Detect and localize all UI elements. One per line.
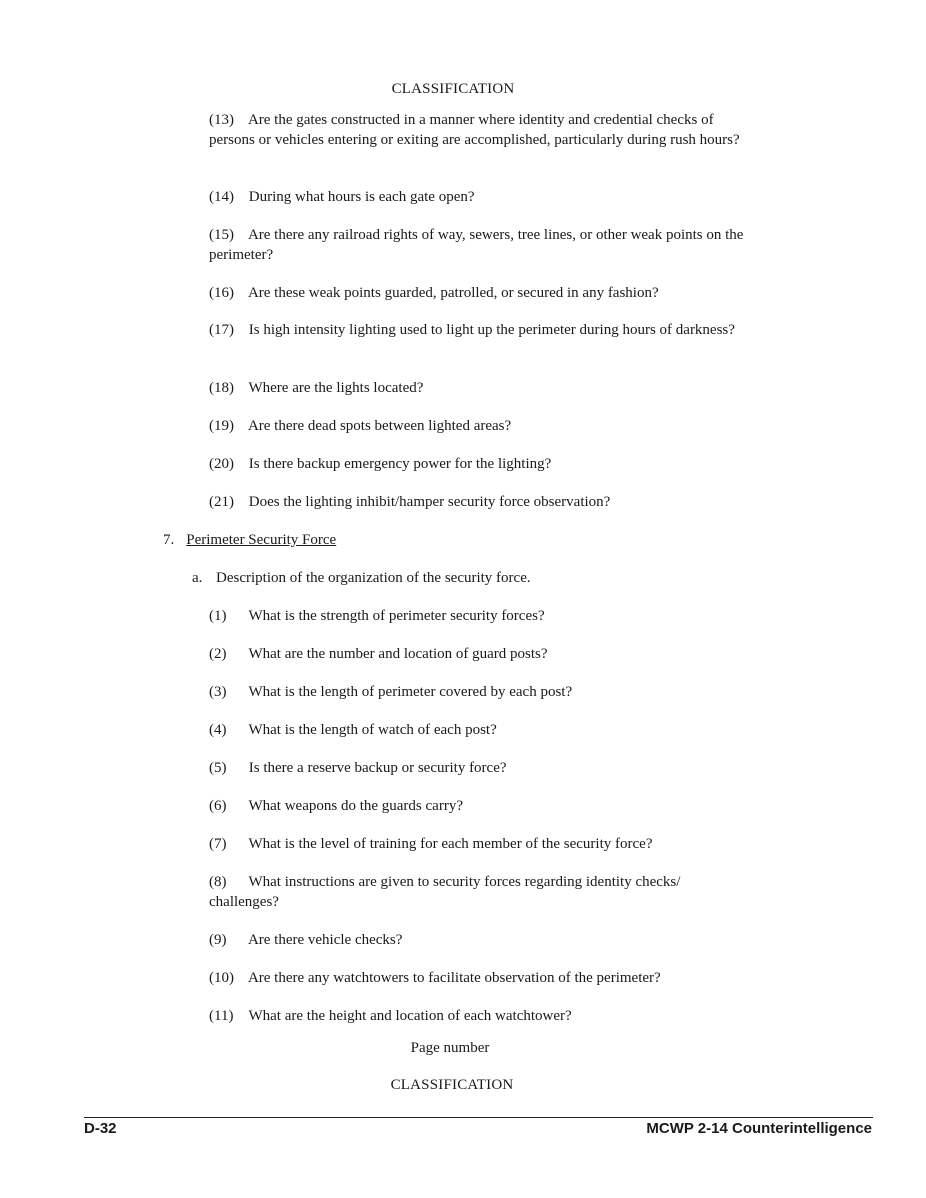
- question-text: Are these weak points guarded, patrolled, or secured in any fashion?: [247, 285, 659, 301]
- question-text: Are there dead spots between lighted areas?: [247, 418, 512, 434]
- question-item: [209, 834, 749, 854]
- question-number: (2): [209, 646, 227, 662]
- question-text: What is the level of training for each member of the security force?: [248, 836, 653, 852]
- question-text: What are the number and location of guard posts?: [248, 646, 548, 662]
- question-text: Are there any watchtowers to facilitate observation of the perimeter?: [247, 970, 661, 986]
- subsection-text: Description of the organization of the security force.: [216, 570, 531, 586]
- question-text: What are the height and location of each watchtower?: [248, 1008, 572, 1024]
- classification-header: CLASSIFICATION: [391, 81, 515, 97]
- question-item: [209, 682, 749, 702]
- section-title: Perimeter Security Force: [186, 532, 337, 548]
- question-item: [209, 492, 749, 512]
- question-number: (18): [209, 380, 234, 396]
- question-number: (15): [209, 227, 234, 243]
- question-item: [209, 416, 749, 436]
- subsection-a: [192, 568, 531, 588]
- question-item: [209, 968, 749, 988]
- question-item: [209, 283, 749, 303]
- question-text: What instructions are given to security forces regarding identity checks/ challenges?: [209, 874, 681, 910]
- question-item: [209, 606, 749, 626]
- section-heading: [163, 530, 336, 550]
- question-item: [209, 644, 749, 664]
- question-number: (8): [209, 874, 227, 890]
- question-text: Are there any railroad rights of way, sewers, tree lines, or other weak points on the perimeter?: [209, 227, 744, 263]
- question-text: Is high intensity lighting used to light up the perimeter during hours of darkness?: [248, 322, 735, 338]
- question-text: Is there backup emergency power for the lighting?: [248, 456, 552, 472]
- question-item: [209, 187, 749, 207]
- question-number: (20): [209, 456, 234, 472]
- question-text: Are there vehicle checks?: [247, 932, 403, 948]
- question-number: (3): [209, 684, 227, 700]
- question-item: [209, 225, 749, 265]
- page-number-label: Page number: [410, 1040, 490, 1056]
- question-number: (5): [209, 760, 227, 776]
- question-item: [209, 720, 749, 740]
- question-number: (4): [209, 722, 227, 738]
- question-number: (1): [209, 608, 227, 624]
- question-text: Does the lighting inhibit/hamper security force observation?: [248, 494, 611, 510]
- question-text: Is there a reserve backup or security force?: [248, 760, 507, 776]
- question-number: (19): [209, 418, 234, 434]
- question-text: Are the gates constructed in a manner where identity and credential checks of persons or vehicles entering or exiting are accomplished, particularly during rush hours?: [209, 112, 740, 148]
- question-item: [209, 320, 749, 340]
- footer-publication-title: MCWP 2-14 Counterintelligence: [646, 1120, 872, 1137]
- question-number: (16): [209, 285, 234, 301]
- question-text: What is the length of watch of each post?: [248, 722, 497, 738]
- footer-divider: [84, 1117, 873, 1118]
- question-number: (11): [209, 1008, 234, 1024]
- subsection-letter: a.: [192, 570, 203, 586]
- section-number: 7.: [163, 532, 175, 548]
- question-item: [209, 758, 749, 778]
- question-item: [209, 110, 749, 150]
- classification-footer: CLASSIFICATION: [390, 1077, 514, 1093]
- question-text: What is the strength of perimeter security forces?: [248, 608, 545, 624]
- question-item: [209, 930, 749, 950]
- question-number: (14): [209, 189, 234, 205]
- question-item: [209, 872, 749, 912]
- question-text: During what hours is each gate open?: [248, 189, 475, 205]
- question-number: (13): [209, 112, 234, 128]
- question-number: (10): [209, 970, 234, 986]
- question-item: [209, 796, 749, 816]
- footer-page-id: D-32: [84, 1120, 117, 1137]
- question-number: (17): [209, 322, 234, 338]
- question-text: What is the length of perimeter covered by each post?: [248, 684, 573, 700]
- question-text: Where are the lights located?: [248, 380, 424, 396]
- question-text: What weapons do the guards carry?: [248, 798, 463, 814]
- question-number: (21): [209, 494, 234, 510]
- question-number: (7): [209, 836, 227, 852]
- question-item: [209, 1006, 749, 1026]
- question-item: [209, 378, 749, 398]
- question-number: (9): [209, 932, 227, 948]
- question-number: (6): [209, 798, 227, 814]
- question-item: [209, 454, 749, 474]
